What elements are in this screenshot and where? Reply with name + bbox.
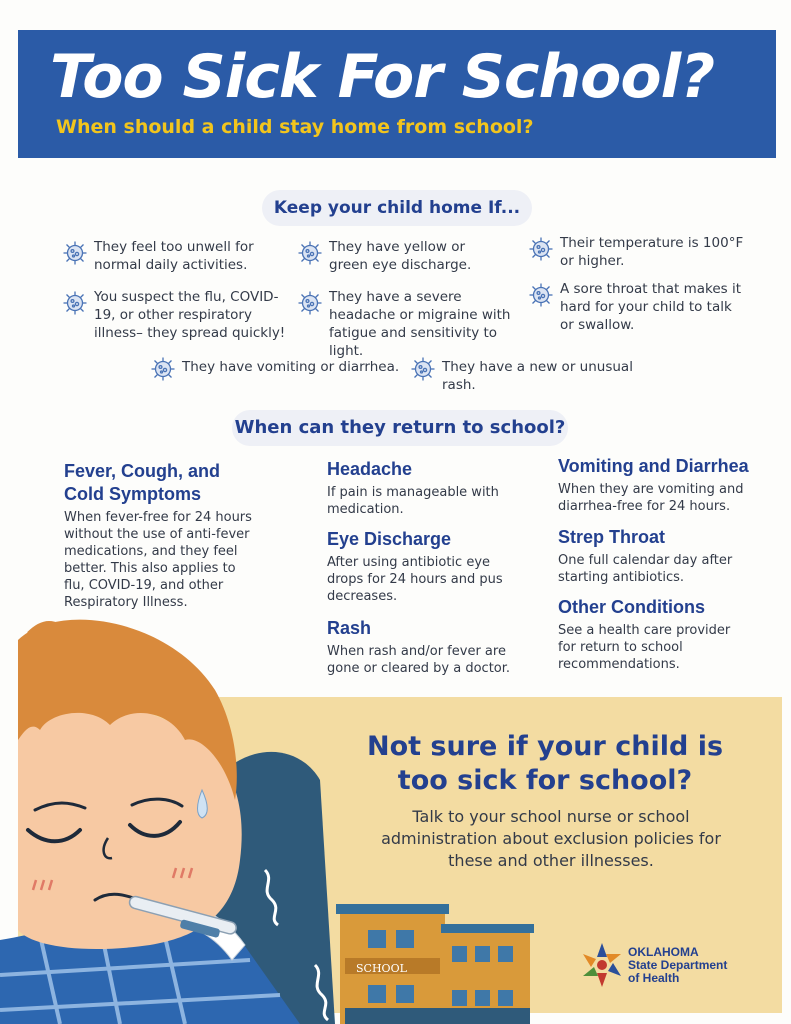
condition-title: Other Conditions: [558, 597, 705, 617]
condition-block: [558, 526, 748, 586]
virus-icon: [528, 282, 554, 308]
virus-icon: [62, 290, 88, 316]
symptom-text: They feel too unwell for normal daily activities.: [94, 239, 254, 273]
cta-heading: Not sure if your child is too sick for school?: [366, 731, 724, 796]
condition-title: Fever, Cough, and Cold Symptoms: [64, 461, 221, 504]
page-title: Too Sick For School?: [50, 42, 714, 112]
condition-block: [64, 460, 254, 611]
page-subtitle: When should a child stay home from school?: [56, 116, 534, 138]
logo-line-1: OKLAHOMA: [628, 945, 699, 959]
virus-icon: [150, 356, 176, 382]
symptom-item: [528, 234, 753, 270]
symptom-item: [62, 238, 272, 274]
condition-title: Vomiting and Diarrhea: [558, 456, 749, 476]
symptom-text: Their temperature is 100°F or higher.: [560, 235, 744, 269]
header-banner: [18, 30, 776, 158]
condition-text: See a health care provider for return to school recommendations.: [558, 623, 731, 672]
symptom-text: They have a severe headache or migraine with fatigue and sensitivity to light.: [329, 289, 511, 359]
logo-line-3: of Health: [628, 971, 680, 985]
virus-icon: [297, 240, 323, 266]
symptom-item: [528, 280, 743, 334]
cta-body: Talk to your school nurse or school administration about exclusion policies for these and other illnesses.: [381, 807, 721, 870]
condition-block: [558, 455, 763, 515]
condition-text: One full calendar day after starting antibiotics.: [558, 553, 733, 585]
symptom-text: They have yellow or green eye discharge.: [329, 239, 472, 273]
condition-text: After using antibiotic eye drops for 24 hours and pus decreases.: [327, 555, 503, 604]
logo-wordmark: [628, 946, 727, 985]
condition-block: [558, 596, 738, 673]
return-heading: When can they return to school?: [232, 410, 568, 446]
condition-text: When rash and/or fever are gone or cleared by a doctor.: [327, 644, 511, 676]
keep-home-heading: Keep your child home If...: [262, 190, 532, 226]
symptom-item: [297, 288, 522, 360]
virus-icon: [62, 240, 88, 266]
condition-text: When they are vomiting and diarrhea-free for 24 hours.: [558, 482, 744, 514]
school-sign: SCHOOL: [356, 962, 407, 975]
symptom-text: You suspect the flu, COVID-19, or other respiratory illness– they spread quickly!: [94, 289, 286, 341]
condition-title: Eye Discharge: [327, 529, 452, 549]
symptom-text: A sore throat that makes it hard for your child to talk or swallow.: [560, 281, 742, 333]
condition-text: When fever-free for 24 hours without the use of anti-fever medications, and they feel better. This also applies to flu, COVID-19, and other Respiratory Illness.: [64, 510, 252, 610]
condition-block: [327, 458, 527, 518]
condition-title: Headache: [327, 459, 413, 479]
condition-text: If pain is manageable with medication.: [327, 485, 499, 517]
condition-title: Strep Throat: [558, 527, 666, 547]
state-logo-icon: [577, 940, 627, 990]
symptom-text: They have vomiting or diarrhea.: [182, 359, 400, 375]
symptom-item: [62, 288, 292, 342]
virus-icon: [528, 236, 554, 262]
symptom-item: [297, 238, 497, 274]
virus-icon: [410, 356, 436, 382]
condition-block: [327, 528, 517, 605]
condition-title: Rash: [327, 618, 372, 638]
symptom-item: [150, 354, 400, 382]
symptom-item: [410, 354, 670, 394]
virus-icon: [297, 290, 323, 316]
logo-line-2: State Department: [628, 958, 728, 972]
symptom-text: They have a new or unusual rash.: [442, 359, 633, 393]
